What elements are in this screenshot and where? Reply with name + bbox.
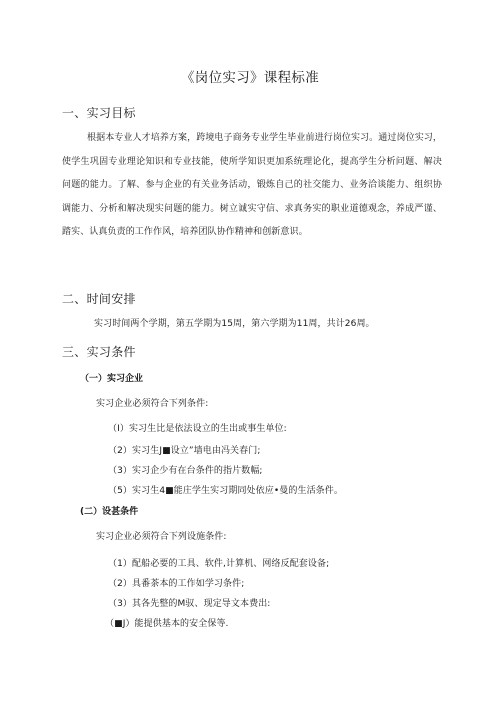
- subsection-heading-facilities: (二）设甚条件: [80, 507, 139, 517]
- list-item: （2）具番茶本的工作如学习条件;: [108, 579, 245, 589]
- section-body-schedule: 实习时间两个学期，第五学期为15周，第六学期为11周，共计26周。: [94, 319, 375, 329]
- list-item: （3）实习企少有在台条件的指片数幅;: [108, 466, 263, 476]
- document-title: 《岗位实习》课程标准: [181, 70, 319, 86]
- section-heading-schedule: 二、时间安排: [62, 292, 136, 306]
- list-item: （■J）能提供基本的安全保等.: [105, 619, 229, 629]
- list-item: （I）实习生比是依法设立的生出或事生单位:: [108, 424, 287, 434]
- subsection-intro-facilities: 实习企业必须符合下列设施条件:: [96, 532, 227, 542]
- list-item: （2）实习生J■设立”墙电由冯关春门;: [108, 446, 261, 456]
- subsection-intro-enterprise: 实习企业必须符合下列条件:: [96, 399, 209, 409]
- list-item: （3）其各先整的M驭、现定导文本费出:: [108, 599, 271, 609]
- section-body-goals: 根据本专业人才培养方案，跨境电子商务专业学生毕业前进行岗位实习。通过岗位实习，使学生巩固专业理论知识和专业技能，使所学知识更加系统理论化，提高学生分析问题、解决问题的能力。了解、参与企业的有关业务活动，锻炼自己的社交能力、业务洽谈能力、组织协调能力、分析和解决现实问题的能力。树立诚实守信、求真务实的职业道德观念，养成严谨、踏实、认真负责的工作作风，培养团队协作精神和创新意识。: [62, 133, 442, 238]
- list-item: （5）实习生4■能庄学生实习期同处依应•曼的生活条件。: [108, 486, 343, 496]
- section-heading-goals: 一、实习目标: [62, 106, 136, 120]
- list-item: （1）配船必要的工具、软件,计算机、网络反配套设备;: [108, 559, 330, 569]
- subsection-heading-enterprise: （一）实习企业: [80, 374, 144, 384]
- section-heading-conditions: 三、实习条件: [62, 345, 136, 359]
